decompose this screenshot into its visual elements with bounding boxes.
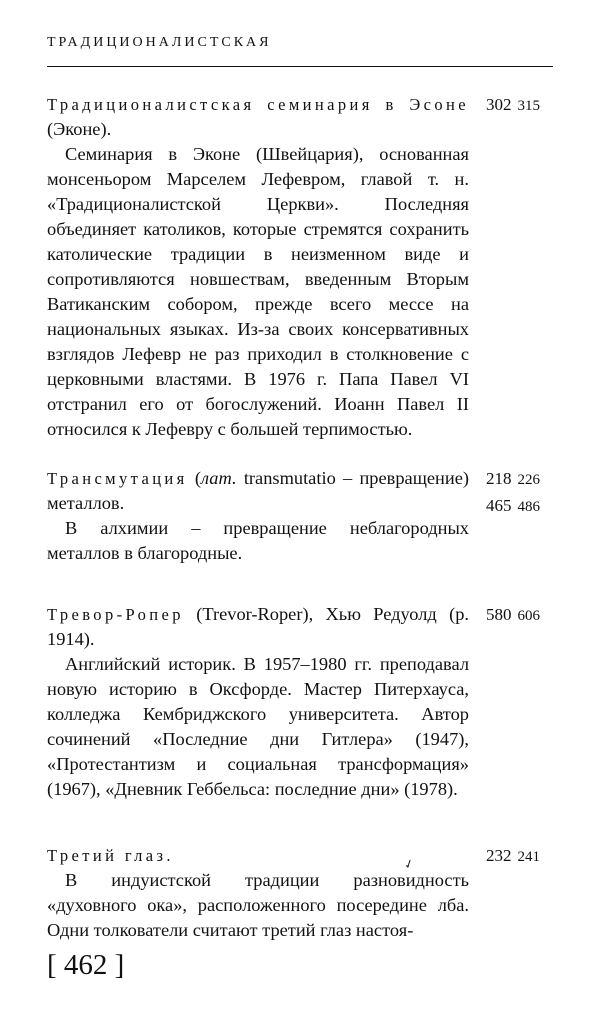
headword-suffix: (Эконе). [47, 119, 112, 139]
entry-seminary [47, 92, 553, 442]
page-ref: 232 [486, 846, 512, 865]
entry-text [47, 466, 469, 566]
entry-body: Семинария в Эконе (Швейцария), основанная монсеньором Марселем Лефевром, главой т. н. «Традиционалистской Церкви». Последняя объединяет католиков, которые стремятся сохранить католические традиции в неизменном виде и сопротивляются новшествам, введенным Вторым Ватиканским собором, прежде всего мессе на национальных языках. Из-за своих консервативных взглядов Лефевр не раз приходил в столкновение с церковными властями. В 1976 г. Папа Павел VI отстранил его от богослужений. Иоанн Павел II относился к Лефевру с большей терпимостью. [47, 144, 469, 439]
headword: Тревор-Ропер [47, 605, 184, 624]
headword-suffix: (Trevor-Roper), Хью Редуолд (р. 1914). [47, 604, 469, 649]
headword-suffix: transmutatio – превращение) металлов. [47, 468, 469, 513]
entry-text [47, 92, 469, 442]
entry-trevor-roper [47, 602, 553, 802]
pencil-mark-icon: ✓ [401, 855, 417, 873]
headword: Третий глаз. [47, 846, 174, 865]
entry-body: В алхимии – превращение неблагородных металлов в благородные. [47, 518, 469, 563]
page-ref: 486 [517, 499, 540, 515]
entry-text [47, 602, 469, 802]
page-ref: 606 [517, 608, 540, 624]
page-ref: 315 [517, 98, 540, 114]
page-ref: 226 [517, 472, 540, 488]
page-ref: 218 [486, 469, 512, 488]
entry-body: В индуистской традиции разновидность «духовного ока», расположенного посередине лба. Одни толкователи считают третий глаз настоя- [47, 870, 469, 940]
page-refs [486, 602, 556, 629]
page-refs [486, 92, 556, 119]
page-ref: 465 [486, 496, 512, 515]
headword: Трансмутация [47, 469, 188, 488]
running-head-rule [47, 66, 553, 67]
latin-abbrev: лат. [201, 468, 237, 488]
page-refs [486, 466, 556, 520]
entry-transmutation [47, 466, 553, 566]
page-ref: 241 [517, 849, 540, 865]
entry-third-eye [47, 843, 553, 943]
page-number: [ 462 ] [47, 949, 125, 981]
entry-heading: Трансмутация (лат. transmutatio – превращение) металлов. [47, 468, 469, 513]
entry-heading [47, 92, 469, 142]
page-ref: 580 [486, 605, 512, 624]
entry-body: Английский историк. В 1957–1980 гг. преподавал новую историю в Оксфорде. Мастер Питерхауса, колледжа Кембриджского университета. Автор сочинений «Последние дни Гитлера» (1947), «Протестантизм и социальная трансформация» (1967), «Дневник Геббельса: последние дни» (1978). [47, 654, 469, 799]
entry-heading [47, 602, 469, 652]
running-head: ТРАДИЦИОНАЛИСТСКАЯ [47, 35, 272, 50]
headword: Традиционалистская семинария в Эсоне [47, 95, 469, 114]
page-ref: 302 [486, 95, 512, 114]
page-refs [486, 843, 556, 870]
